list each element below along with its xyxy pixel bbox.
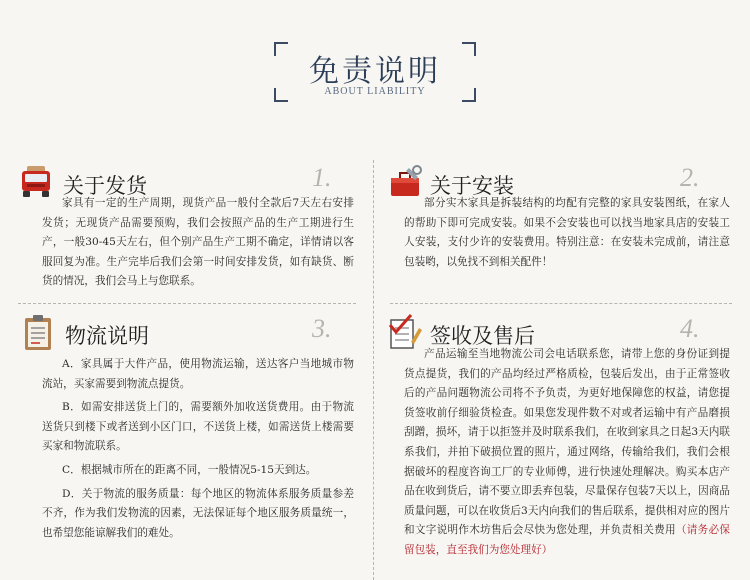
section-number: 4. [680, 314, 700, 343]
section-body: 家具有一定的生产周期，现货产品一般付全款后7天左右安排发货；无现货产品需要预购，我们会按照产品的生产工期进行生产，一般30-45天左右，但个别产品生产工期不确定，详情请以客服回复为准。生产完毕后我们会第一时间安排发货，如有缺货、断货的情况，我们会马上与您联系。 [42, 197, 354, 288]
after-sales-text: 产品运输至当地物流公司会电话联系您，请带上您的身份证到提货点提货，我们的产品均经过严格质检，包装后发出，由于正常签收后的产品问题物流公司将不予负责，为更好地保障您的权益，请您提货签收前仔细验货检查。如果您发现件数不对或者运输中有产品磨损刮蹭，损坏，请于以拒签并及时联系我们，在收到家具之日起3天内联系我们，并拍下破损位置的照片，通过网络，传输给我们，我们会根据破坏的程度咨询工厂的专业师傅，进行快速处理解决。购买本店产品在收到货后，请不要立即丢弃包装，尽量保存包装7天以上，因商品质量问题，可以在收货后3天内向我们的售后联系，提供相对应的图片和文字说明作木坊售后会尽快为您处理，并负责相关费用 [404, 348, 730, 537]
section-title: 关于安装 [430, 174, 514, 198]
section-title: 物流说明 [65, 324, 149, 348]
logistics-paragraph-d: D．关于物流的服务质量：每个地区的物流体系服务质量参差不齐，作为我们发物流的因素，无法保证每个地区服务质量统一，也希望您能谅解我们的难处。 [42, 487, 354, 539]
logistics-paragraph-a: A．家具属于大件产品，使用物流运输，送达客户当地城市物流站，买家需要到物流点提货。 [42, 358, 354, 390]
section-number: 1. [312, 163, 332, 192]
vertical-divider [373, 160, 374, 580]
section-body [42, 355, 354, 547]
horizontal-divider-left [18, 303, 356, 304]
section-number: 2. [680, 163, 700, 192]
clipboard-icon [22, 314, 54, 352]
page-subtitle: ABOUT LIABILITY [324, 86, 426, 97]
after-sales-note: （请务必保留包装，直至我们为您处理好） [404, 524, 731, 556]
section-number: 3. [312, 314, 332, 343]
section-title: 关于发货 [63, 174, 147, 198]
horizontal-divider-right [390, 303, 732, 304]
section-body: 部分实木家具是拆装结构的均配有完整的家具安装图纸，在家人的帮助下即可完成安装。如果不会安装也可以找当地家具店的安装工人安装，支付少许的安装费用。特别注意：在安装未完成前，请注意包装哟，以免找不到相关配件！ [404, 197, 730, 268]
section-title: 签收及售后 [430, 324, 535, 348]
section-body [404, 345, 730, 561]
logistics-paragraph-b: B．如需安排送货上门的，需要额外加收送货费用。由于物流送货只到楼下或者送到小区门口，不送货上楼，如需送货上楼需要买家和物流联系。 [42, 401, 354, 453]
header-title-box [274, 42, 476, 102]
logistics-paragraph-c: C．根据城市所在的距离不同，一般情况5-15天到达。 [62, 463, 317, 476]
page-title: 免责说明 [309, 54, 441, 89]
